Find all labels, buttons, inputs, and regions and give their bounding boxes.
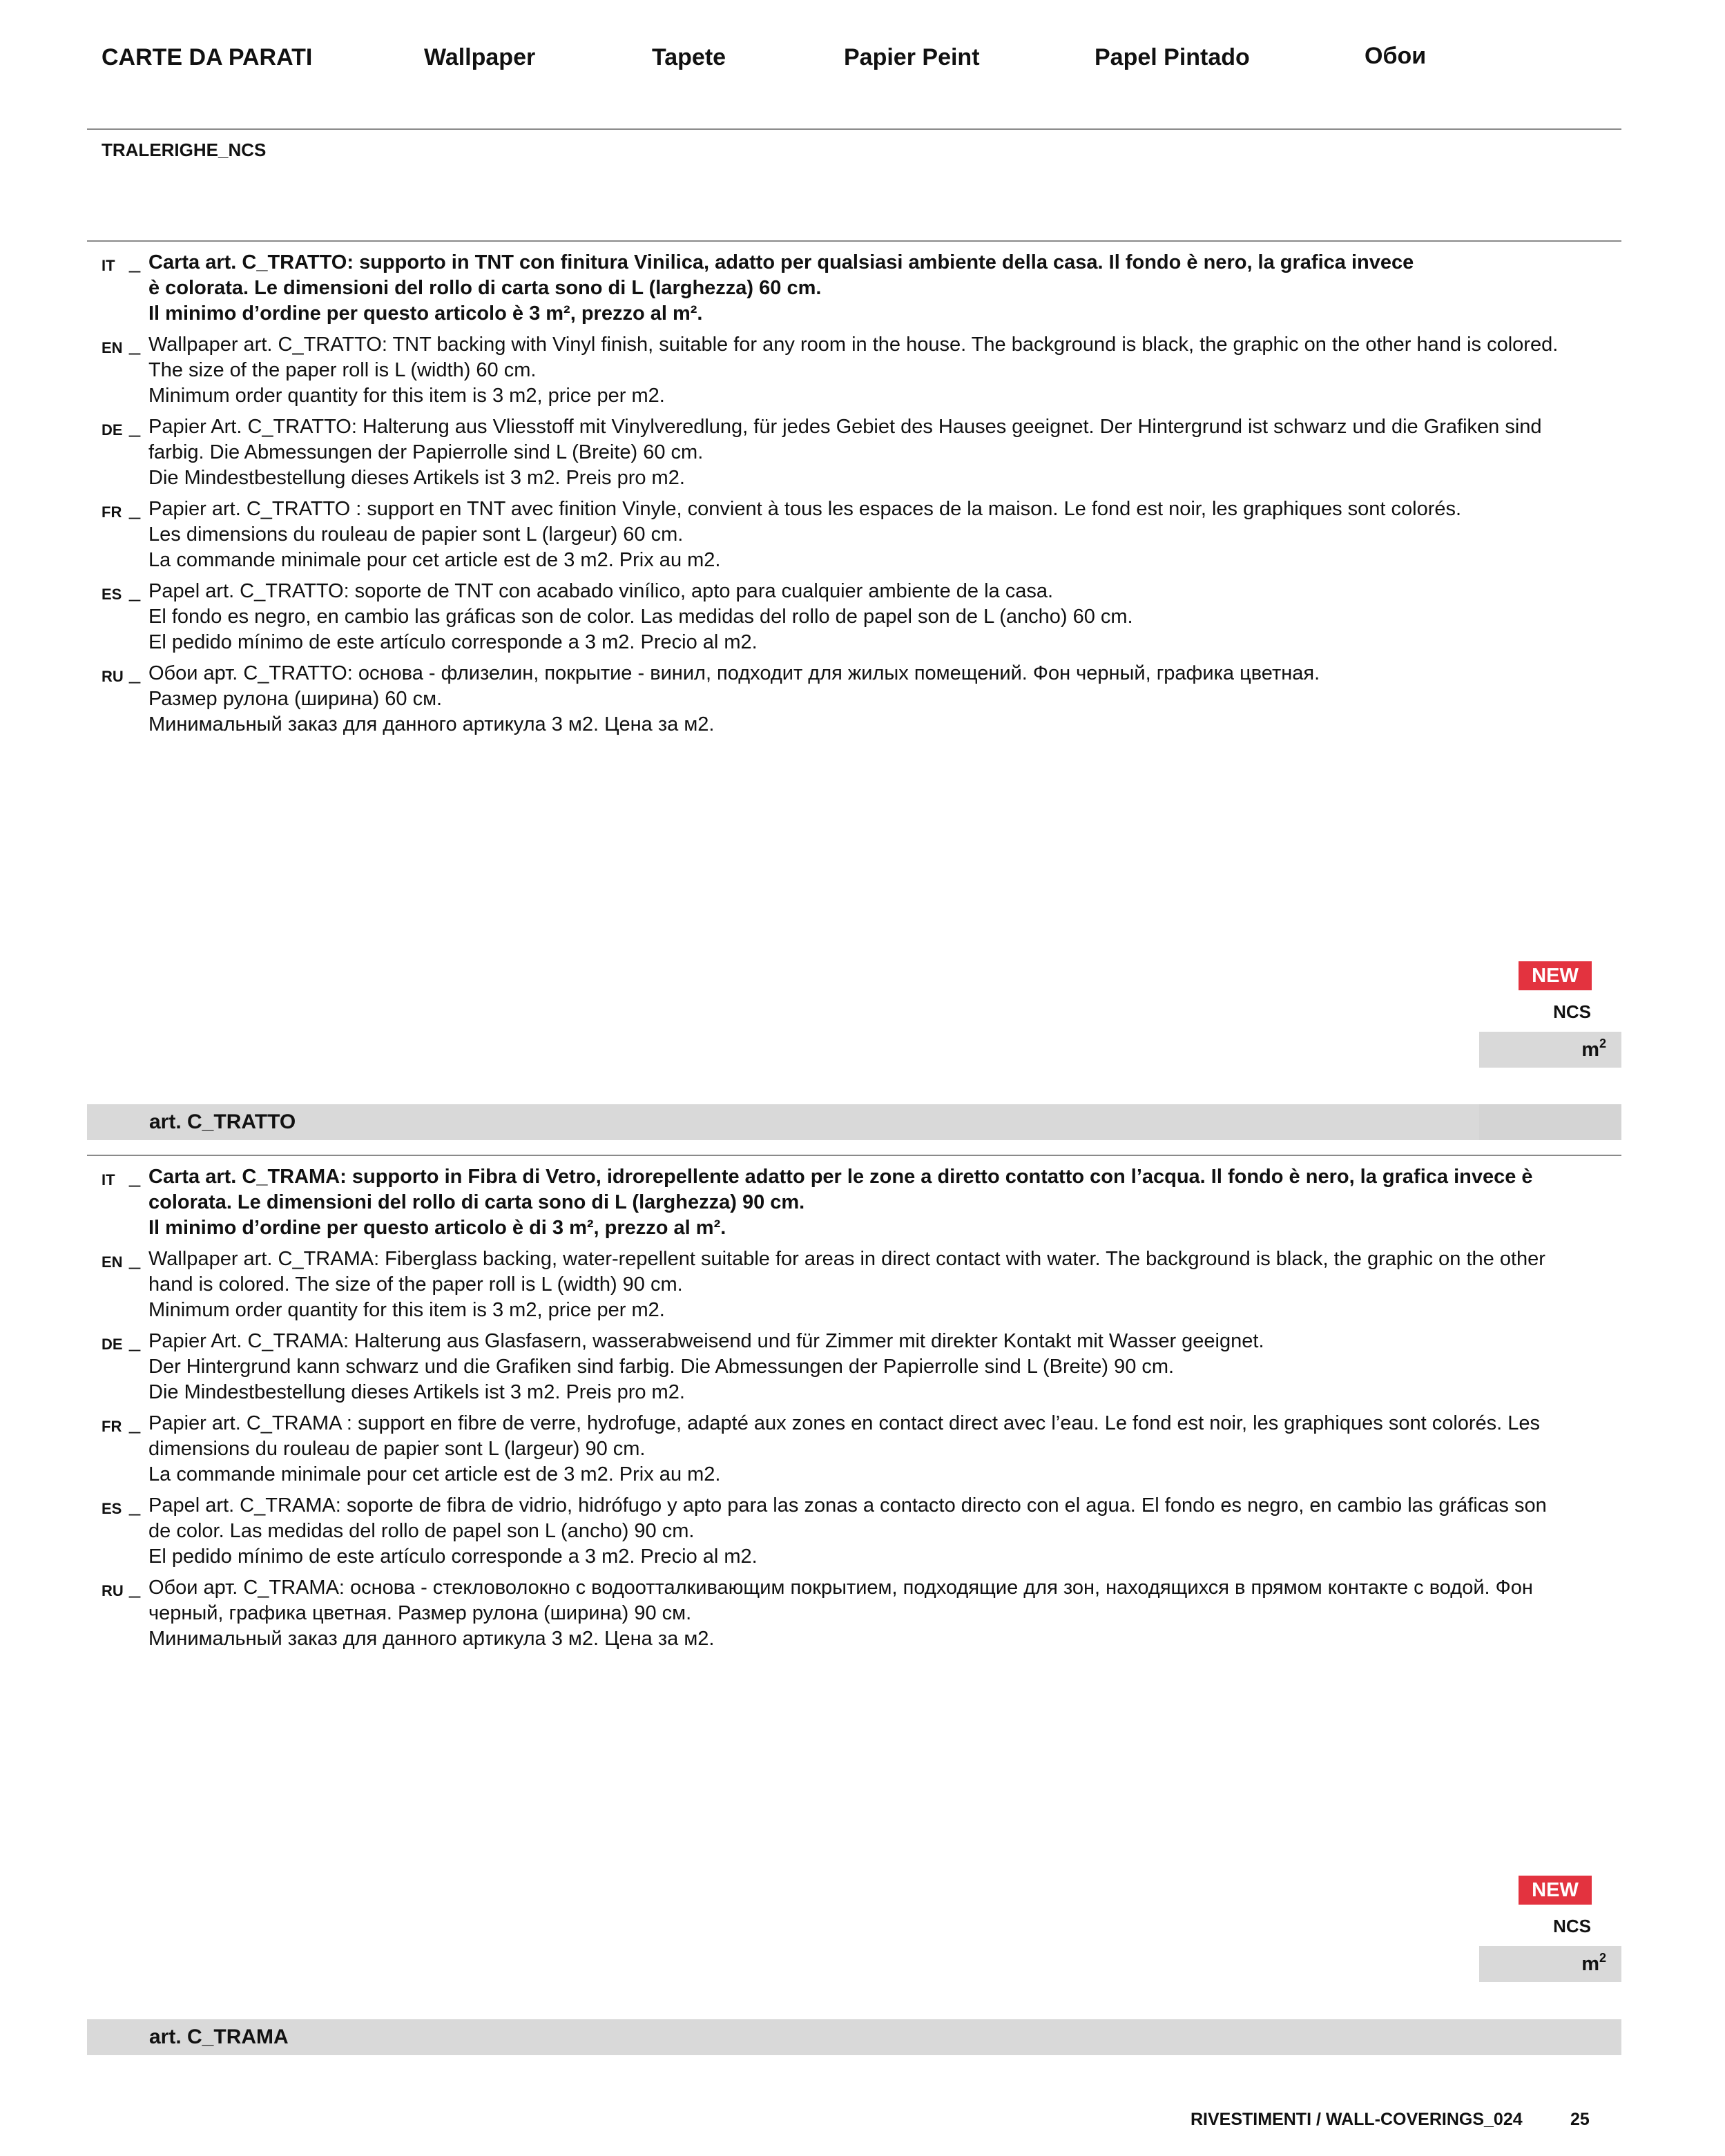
language-code: IT [102, 1171, 115, 1188]
description-line: Die Mindestbestellung dieses Artikels ist 3 m2. Preis pro m2. [148, 1381, 685, 1403]
unit-superscript: 2 [1599, 1951, 1606, 1965]
description-de [102, 1329, 1593, 1405]
language-code: ES [102, 586, 122, 603]
separator-underscore: _ [129, 1330, 141, 1352]
separator-underscore: _ [129, 251, 141, 273]
description-line: El pedido mínimo de este artículo corresponde a 3 m2. Precio al m2. [148, 631, 758, 653]
description-line: colorata. Le dimensioni del rollo di carta sono di L (larghezza) 90 cm. [148, 1191, 805, 1213]
description-line: Les dimensions du rouleau de papier sont L (largeur) 60 cm. [148, 523, 684, 546]
unit-label [1479, 1946, 1621, 1982]
description-fr [102, 497, 1593, 573]
description-line: Papier Art. C_TRAMA: Halterung aus Glasfasern, wasserabweisend und für Zimmer mit direkter Kontakt mit Wasser geeignet. [148, 1330, 1264, 1352]
language-code: IT [102, 257, 115, 274]
description-line: Минимальный заказ для данного артикула 3 м2. Цена за м2. [148, 1628, 715, 1650]
description-line: Wallpaper art. C_TRATTO: TNT backing with Vinyl finish, suitable for any room in the house. The background is black, the graphic on the other hand is colored. [148, 334, 1559, 356]
description-text [148, 1493, 1593, 1570]
description-line: черный, графика цветная. Размер рулона (ширина) 90 см. [148, 1602, 692, 1624]
description-text [148, 250, 1593, 327]
description-line: Papier art. C_TRATTO : support en TNT avec finition Vinyle, convient à tous les espaces de la maison. Le fond est noir, les graphiques sont colorés. [148, 498, 1462, 520]
description-es [102, 579, 1593, 655]
separator-underscore: _ [129, 662, 141, 684]
description-line: Carta art. C_TRAMA: supporto in Fibra di Vetro, idrorepellente adatto per le zone a diretto contatto con l’acqua. Il fondo è nero, la grafica invece è [148, 1166, 1533, 1188]
description-text [148, 414, 1593, 491]
header-lang-ru: Обои [1365, 43, 1427, 69]
header-lang-es: Papel Pintado [1095, 44, 1250, 70]
description-line: Minimum order quantity for this item is 3 m2, price per m2. [148, 1299, 665, 1321]
description-line: dimensions du rouleau de papier sont L (largeur) 90 cm. [148, 1438, 646, 1460]
new-badge: NEW [1519, 961, 1592, 990]
article-bar-c-trama [87, 2019, 1621, 2055]
header-lang-en: Wallpaper [424, 44, 536, 70]
unit-label [1479, 1032, 1621, 1068]
description-line: Il minimo d’ordine per questo articolo è di 3 m², prezzo al m². [148, 1217, 726, 1239]
description-line: Der Hintergrund kann schwarz und die Grafiken sind farbig. Die Abmessungen der Papierrolle sind L (Breite) 90 cm. [148, 1356, 1175, 1378]
description-text [148, 1164, 1593, 1241]
description-text [148, 579, 1593, 655]
language-code: RU [102, 1582, 124, 1599]
description-line: Papel art. C_TRAMA: soporte de fibra de vidrio, hidrófugo y apto para las zonas a contacto directo con el agua. El fondo es negro, en cambio las gráficas son [148, 1494, 1547, 1517]
description-en [102, 332, 1593, 409]
description-text [148, 497, 1593, 573]
description-line: Papier Art. C_TRATTO: Halterung aus Vliesstoff mit Vinylveredlung, für jedes Gebiet des Hauses geeignet. Der Hintergrund ist schwarz und die Grafiken sind [148, 416, 1542, 438]
separator-underscore: _ [129, 1166, 141, 1188]
description-line: El fondo es negro, en cambio las gráficas son de color. Las medidas del rollo de papel son de L (ancho) 60 cm. [148, 606, 1133, 628]
description-text [148, 332, 1593, 409]
article-bar-stripe [1479, 1104, 1621, 1140]
description-line: La commande minimale pour cet article est de 3 m2. Prix au m2. [148, 549, 721, 571]
description-line: The size of the paper roll is L (width) 60 cm. [148, 359, 537, 381]
header-lang-fr: Papier Peint [844, 44, 980, 70]
description-fr [102, 1411, 1593, 1488]
header-lang-de: Tapete [652, 44, 726, 70]
language-code: RU [102, 668, 124, 685]
description-line: Die Mindestbestellung dieses Artikels ist 3 m2. Preis pro m2. [148, 467, 685, 489]
ncs-label: NCS [1553, 1916, 1591, 1936]
description-text [148, 1247, 1593, 1323]
separator-underscore: _ [129, 580, 141, 602]
description-de [102, 414, 1593, 491]
description-text [148, 1575, 1593, 1652]
description-line: Papel art. C_TRATTO: soporte de TNT con acabado vinílico, apto para cualquier ambiente de la casa. [148, 580, 1054, 602]
header-lang-it: CARTE DA PARATI [102, 44, 313, 70]
description-it [102, 250, 1593, 327]
description-line: Wallpaper art. C_TRAMA: Fiberglass backing, water-repellent suitable for areas in direct contact with water. The background is black, the graphic on the other [148, 1248, 1545, 1270]
description-text [148, 1411, 1593, 1488]
description-es [102, 1493, 1593, 1570]
description-line: Il minimo d’ordine per questo articolo è 3 m², prezzo al m². [148, 302, 703, 325]
description-line: Минимальный заказ для данного артикула 3 м2. Цена за м2. [148, 713, 715, 735]
description-line: Carta art. C_TRATTO: supporto in TNT con finitura Vinilica, adatto per qualsiasi ambiente della casa. Il fondo è nero, la grafica invece [148, 251, 1414, 273]
separator-underscore: _ [129, 1494, 141, 1517]
language-code: EN [102, 1253, 123, 1271]
language-code: DE [102, 421, 123, 439]
article-name: art. C_TRATTO [149, 1110, 296, 1133]
description-line: Размер рулона (ширина) 60 см. [148, 688, 443, 710]
new-badge: NEW [1519, 1876, 1592, 1905]
description-line: Обои арт. C_TRATTO: основа - флизелин, покрытие - винил, подходит для жилых помещений. Фон черный, графика цветная. [148, 662, 1320, 684]
separator-underscore: _ [129, 416, 141, 438]
description-line: Обои арт. C_TRAMA: основа - стекловолокно с водоотталкивающим покрытием, подходящие для зон, находящихся в прямом контакте с водой. Фон [148, 1577, 1533, 1599]
separator-underscore: _ [129, 1248, 141, 1270]
description-text [148, 661, 1593, 738]
separator-underscore: _ [129, 1577, 141, 1599]
ncs-label: NCS [1553, 1001, 1591, 1022]
language-code: DE [102, 1336, 123, 1353]
description-text [148, 1329, 1593, 1405]
description-line: farbig. Die Abmessungen der Papierrolle sind L (Breite) 60 cm. [148, 441, 704, 463]
description-ru [102, 1575, 1593, 1652]
product-description-c-tratto [102, 250, 1593, 743]
section-divider-1 [87, 240, 1621, 242]
separator-underscore: _ [129, 498, 141, 520]
unit-superscript: 2 [1599, 1037, 1606, 1050]
description-line: Minimum order quantity for this item is 3 m2, price per m2. [148, 385, 665, 407]
separator-underscore: _ [129, 1412, 141, 1434]
page-number: 25 [1570, 2110, 1590, 2129]
article-name: art. C_TRAMA [149, 2025, 289, 2048]
section-divider-2 [87, 1155, 1621, 1156]
unit-text: m [1581, 1039, 1599, 1061]
language-code: ES [102, 1500, 122, 1517]
collection-title: TRALERIGHE_NCS [102, 139, 267, 160]
description-it [102, 1164, 1593, 1241]
description-line: Papier art. C_TRAMA : support en fibre de verre, hydrofuge, adapté aux zones en contact direct avec l’eau. Le fond est noir, les graphiques sont colorés. Les [148, 1412, 1541, 1434]
language-code: FR [102, 1418, 122, 1435]
article-bar-c-tratto [87, 1104, 1621, 1140]
description-line: El pedido mínimo de este artículo corresponde a 3 m2. Precio al m2. [148, 1546, 758, 1568]
language-code: FR [102, 503, 122, 521]
description-line: è colorata. Le dimensioni del rollo di carta sono di L (larghezza) 60 cm. [148, 277, 822, 299]
description-line: La commande minimale pour cet article est de 3 m2. Prix au m2. [148, 1463, 721, 1485]
header-divider [87, 128, 1621, 130]
unit-text: m [1581, 1953, 1599, 1975]
description-line: de color. Las medidas del rollo de papel son L (ancho) 90 cm. [148, 1520, 695, 1542]
description-ru [102, 661, 1593, 738]
description-en [102, 1247, 1593, 1323]
product-description-c-trama [102, 1164, 1593, 1657]
separator-underscore: _ [129, 334, 141, 356]
description-line: hand is colored. The size of the paper roll is L (width) 90 cm. [148, 1273, 683, 1296]
footer-section: RIVESTIMENTI / WALL-COVERINGS_024 [1191, 2110, 1523, 2129]
language-code: EN [102, 339, 123, 356]
